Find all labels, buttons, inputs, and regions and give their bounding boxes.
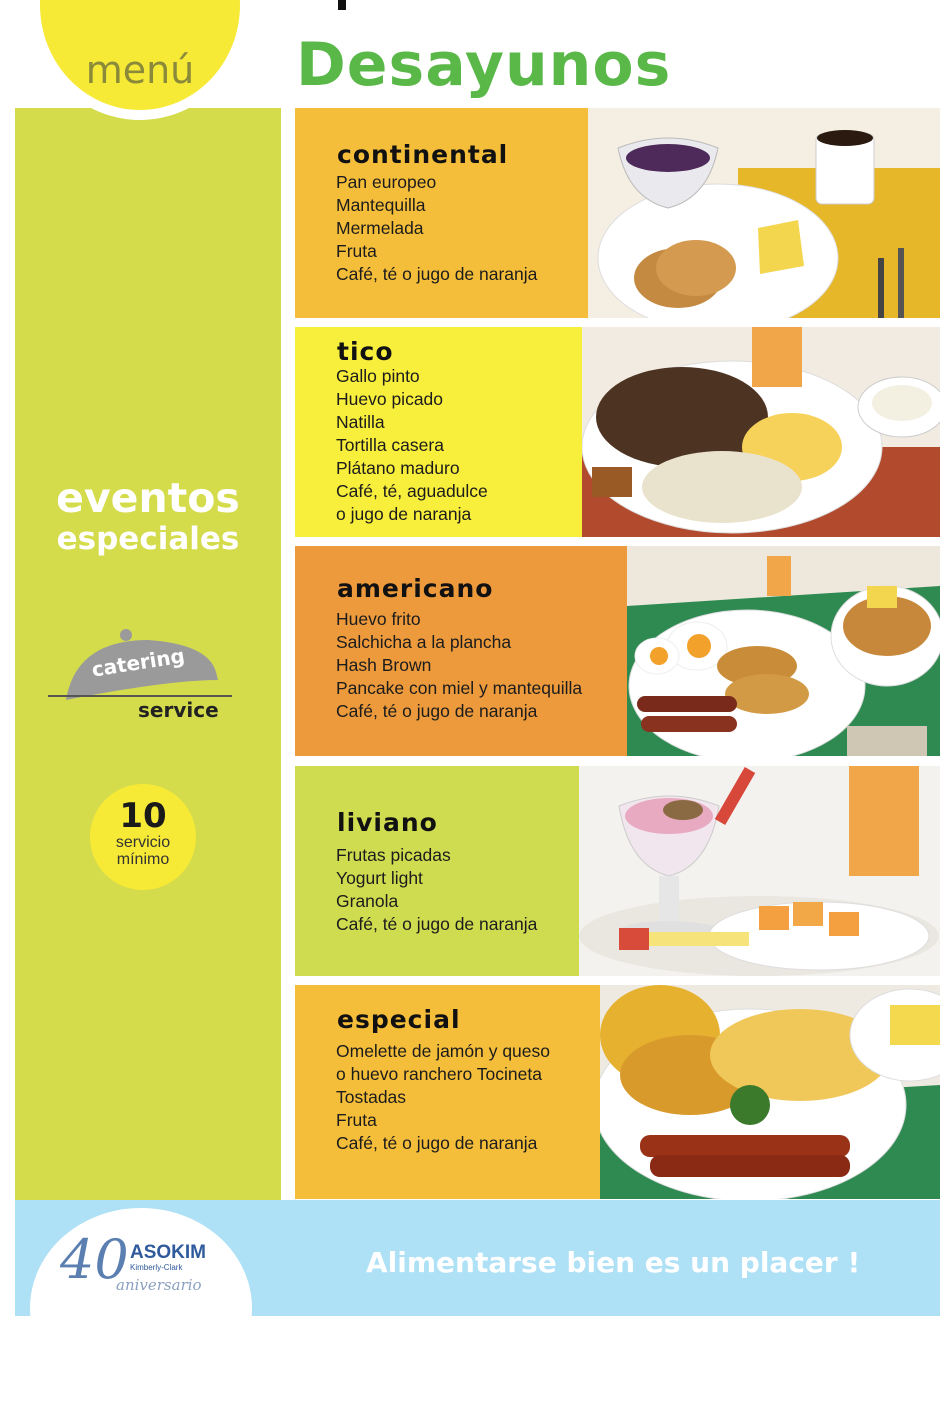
list-item: Café, té o jugo de naranja <box>336 914 538 934</box>
item-name: americano <box>337 574 494 603</box>
list-item: Salchicha a la plancha <box>336 632 512 652</box>
list-item: Tortilla casera <box>336 435 444 455</box>
list-item: Fruta <box>336 241 377 261</box>
page-title: Desayunos <box>296 30 672 100</box>
item-list <box>336 171 537 286</box>
especial-photo <box>600 985 940 1199</box>
menu-item-tico <box>295 327 940 537</box>
menu-item-liviano <box>295 766 940 976</box>
special-events-heading <box>15 475 281 557</box>
item-name: liviano <box>337 808 438 837</box>
list-item: Natilla <box>336 412 385 432</box>
menu-label: menú <box>85 48 195 92</box>
events-line2: especiales <box>56 521 240 557</box>
liviano-photo <box>579 766 940 976</box>
list-item: Huevo frito <box>336 609 421 629</box>
item-name: especial <box>337 1005 461 1034</box>
list-item: Pancake con miel y mantequilla <box>336 678 583 698</box>
list-item: Huevo picado <box>336 389 444 409</box>
list-item: Café, té o jugo de naranja <box>336 1133 538 1153</box>
list-item: o jugo de naranja <box>336 504 472 524</box>
list-item: Yogurt light <box>336 868 423 888</box>
logo-anniversary: aniversario <box>116 1276 202 1294</box>
minimum-number: 10 <box>119 796 167 836</box>
list-item: Mermelada <box>336 218 424 238</box>
menu-item-especial <box>295 985 940 1199</box>
catering-label: catering <box>90 643 187 682</box>
list-item: Mantequilla <box>336 195 426 215</box>
item-list <box>336 365 488 526</box>
americano-photo <box>627 546 940 756</box>
list-item: Café, té, aguadulce <box>336 481 488 501</box>
minimum-service-badge <box>90 784 196 890</box>
item-list <box>336 844 537 936</box>
tico-photo <box>582 327 940 537</box>
item-name: tico <box>337 337 394 366</box>
events-line1: eventos <box>56 474 240 522</box>
logo-sub: Kimberly-Clark <box>130 1263 183 1272</box>
item-name: continental <box>337 140 509 169</box>
list-item: o huevo ranchero Tocineta <box>336 1064 542 1084</box>
list-item: Fruta <box>336 1110 377 1130</box>
service-label: service <box>138 698 219 722</box>
list-item: Granola <box>336 891 399 911</box>
list-item: Frutas picadas <box>336 845 451 865</box>
list-item: Pan europeo <box>336 172 437 192</box>
minimum-text: servicio mínimo <box>115 834 171 868</box>
top-mark <box>338 0 346 10</box>
item-list <box>336 608 582 723</box>
list-item: Café, té o jugo de naranja <box>336 701 538 721</box>
list-item: Hash Brown <box>336 655 432 675</box>
item-list <box>336 1040 550 1155</box>
list-item: Café, té o jugo de naranja <box>336 264 538 284</box>
menu-item-continental <box>295 108 940 318</box>
continental-photo <box>588 108 940 318</box>
list-item: Plátano maduro <box>336 458 460 478</box>
logo-number: 40 <box>60 1228 129 1291</box>
list-item: Omelette de jamón y queso <box>336 1041 551 1061</box>
slogan: Alimentarse bien es un placer ! <box>366 1246 861 1279</box>
logo-name: ASOKIM <box>130 1242 206 1263</box>
list-item: Tostadas <box>336 1087 407 1107</box>
list-item: Gallo pinto <box>336 366 420 386</box>
menu-item-americano <box>295 546 940 756</box>
